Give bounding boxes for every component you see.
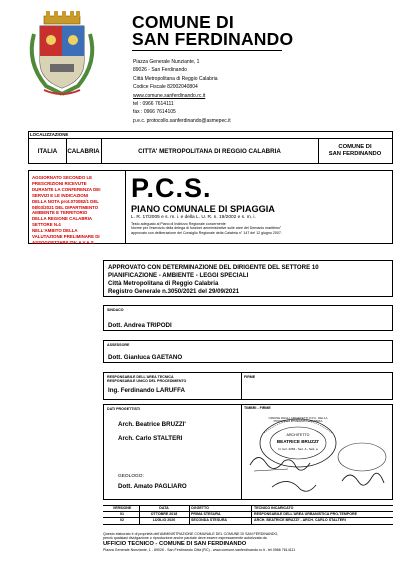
stamp-name: BEATRICE BRUZZI' [276, 439, 320, 444]
pcs-law: L. R. 17/2005 e s. m. i. e della L. U. R. n. 19/2002 e s. m. i. [131, 215, 256, 220]
footer-line-1: Questo elaborato è di proprietà dell'AMMINISTRAZIONE COMUNALE DEL COMUNE DI SAN FERDINANDO, [103, 532, 279, 536]
responsabile-box [103, 372, 393, 400]
pcs-description: Testo adeguato al Piano di Indirizzo Regionale concernente Norme per l'esercizio della delega di funzioni amministrative sulle aree del Demanio marittimo" approvato con deliberazione del Consiglio Regionale della Calabria n° 147 del 12 giugno 2007. [131, 222, 282, 235]
version-header: VERSIONE [112, 506, 132, 510]
header-title [132, 14, 293, 48]
table-row-date: OTTOBRE 2018 [150, 512, 178, 516]
pec-line: p.e.c. protocollo.sanferdinando@asmepec.it [133, 117, 231, 124]
assessore-label: ASSESSORE [107, 343, 130, 347]
progettista-2: Arch. Carlo STALTERI [118, 435, 183, 442]
table-row-technician: ARCH. BEATRICE BRUZZI' - ARCH. CARLO STALTERI [254, 518, 346, 522]
geologo-label: GEOLOGO: [118, 474, 144, 479]
technician-header: TECNICO INCARICATO [254, 506, 294, 510]
geologo-name: Dott. Amato PAGLIARO [118, 483, 187, 490]
sindaco-box [103, 305, 393, 331]
progettista-1: Arch. Beatrice BRUZZI' [118, 421, 186, 428]
stamp-ring-text: ORDINE DEGLI ARCHITETTI P.P.C. DELLA PROVINCIA DI REGGIO CALABRIA [268, 416, 328, 424]
assessore-name: Dott. Gianluca GAETANO [108, 354, 183, 361]
stamp-number: N. Iscr. 2363 - Sez. A - Sett. a [278, 447, 318, 451]
phone-line: tel : 0966 7614111 [133, 101, 174, 108]
location-box [28, 131, 393, 164]
table-row-version: 01 [120, 512, 124, 516]
table-row-version: 02 [120, 518, 124, 522]
location-metro: CITTA' METROPOLITANA DI REGGIO CALABRIA [138, 147, 281, 155]
title-line-2: SAN FERDINANDO [132, 29, 294, 49]
table-row-technician: RESPONSABILE DELL'AREA URBANISTICA PRO-TEMPORE [254, 512, 358, 516]
versions-table [103, 505, 393, 525]
table-row-date: LUGLIO 2020 [152, 518, 176, 522]
date-header: DATA [159, 506, 169, 510]
assessore-box [103, 340, 393, 363]
firme-label: FIRME [244, 375, 256, 379]
title-underline [132, 50, 282, 51]
stamps-label: TIMBRI - FIRME [244, 406, 271, 410]
approval-text: APPROVATO CON DETERMINAZIONE DEL DIRIGENTE DEL SETTORE 10 PIANIFICAZIONE - AMBIENTE - LEGGI SPECIALI Città Metropolitana di Reggio Calabria Registro Generale n.3050/2021 del 29/09/2021 [108, 264, 319, 295]
fax-line: fax : 0966 7614105 [133, 109, 176, 116]
location-comune: COMUNE DI SAN FERDINANDO [328, 144, 382, 157]
object-header: OGGETTO [191, 506, 209, 510]
table-row-object: SECONDA STESURA [191, 518, 228, 522]
stamp-role: ARCHITETTO [286, 433, 310, 437]
header-address [133, 58, 231, 125]
responsabile-label: RESPONSABILE DELL'AREA TECNICA RESPONSABILE UNICO DEL PROCEDIMENTO [107, 375, 187, 384]
progettisti-label: DATI PROGETTISTI [107, 407, 141, 411]
address-line: 89026 - San Ferdinando [133, 67, 187, 74]
coat-of-arms [22, 10, 102, 98]
address-line: Piazza Generale Nunziante, 1 [133, 59, 200, 65]
signature-icon [244, 441, 394, 499]
footer-line-2: perciò qualsiasi divulgazione o riproduzione anche parziale deve essere espressamente autorizzata da [103, 536, 267, 541]
footer-office: UFFICIO TECNICO - COMUNE DI SAN FERDINANDO [103, 540, 247, 547]
sindaco-name: Dott. Andrea TRIPODI [108, 322, 172, 329]
table-row-object: PRIMA STESURA [191, 512, 221, 516]
update-notes: AGGIORNATO SECONDO LE PRESCRIZIONI RICEVUTE DURANTE LA CONFERENZA DEI SERVIZI E LE INDICAZIONI DELLA NOTA prot.070082/1 DEL 08/03/2021 DEL DIPARTIMENTO AMBIENTE E TERRITORIO DELLA REGIONE CALABRIA SETTORE N.4 NELL'AMBITO DELLA VALUTAZIONE PRELIMINARE DI ASSOGGETTABILITA' A V.A.S. [32, 175, 101, 245]
address-line: Città Metropolitana di Reggio Calabria [133, 75, 218, 82]
coat-of-arms-icon [22, 10, 102, 98]
signatures [244, 441, 394, 499]
footer-address: Piazza Generale Nunziante, 1 - 89026 - San Ferdinando Città (RC) - www.comune.sanferdinando.rc.it - tel 0966 7614111 [103, 547, 296, 552]
location-region: CALABRIA [67, 147, 100, 155]
sindaco-label: SINDACO [107, 308, 124, 312]
progettisti-box [103, 404, 393, 500]
website-link[interactable]: www.comune.sanferdinando.rc.it [133, 92, 206, 99]
footer [103, 532, 393, 552]
approval-box [103, 260, 393, 297]
responsabile-name: Ing. Ferdinando LARUFFA [108, 387, 185, 394]
pcs-subtitle: PIANO COMUNALE DI SPIAGGIA [131, 204, 275, 214]
location-country: ITALIA [37, 147, 58, 155]
location-label: LOCALIZZAZIONE [30, 132, 69, 137]
title-line-1: COMUNE DI [132, 12, 234, 32]
pcs-title: P.C.S. [131, 173, 212, 203]
title-block [28, 170, 393, 244]
address-line: Codice Fiscale 82002040804 [133, 84, 198, 91]
